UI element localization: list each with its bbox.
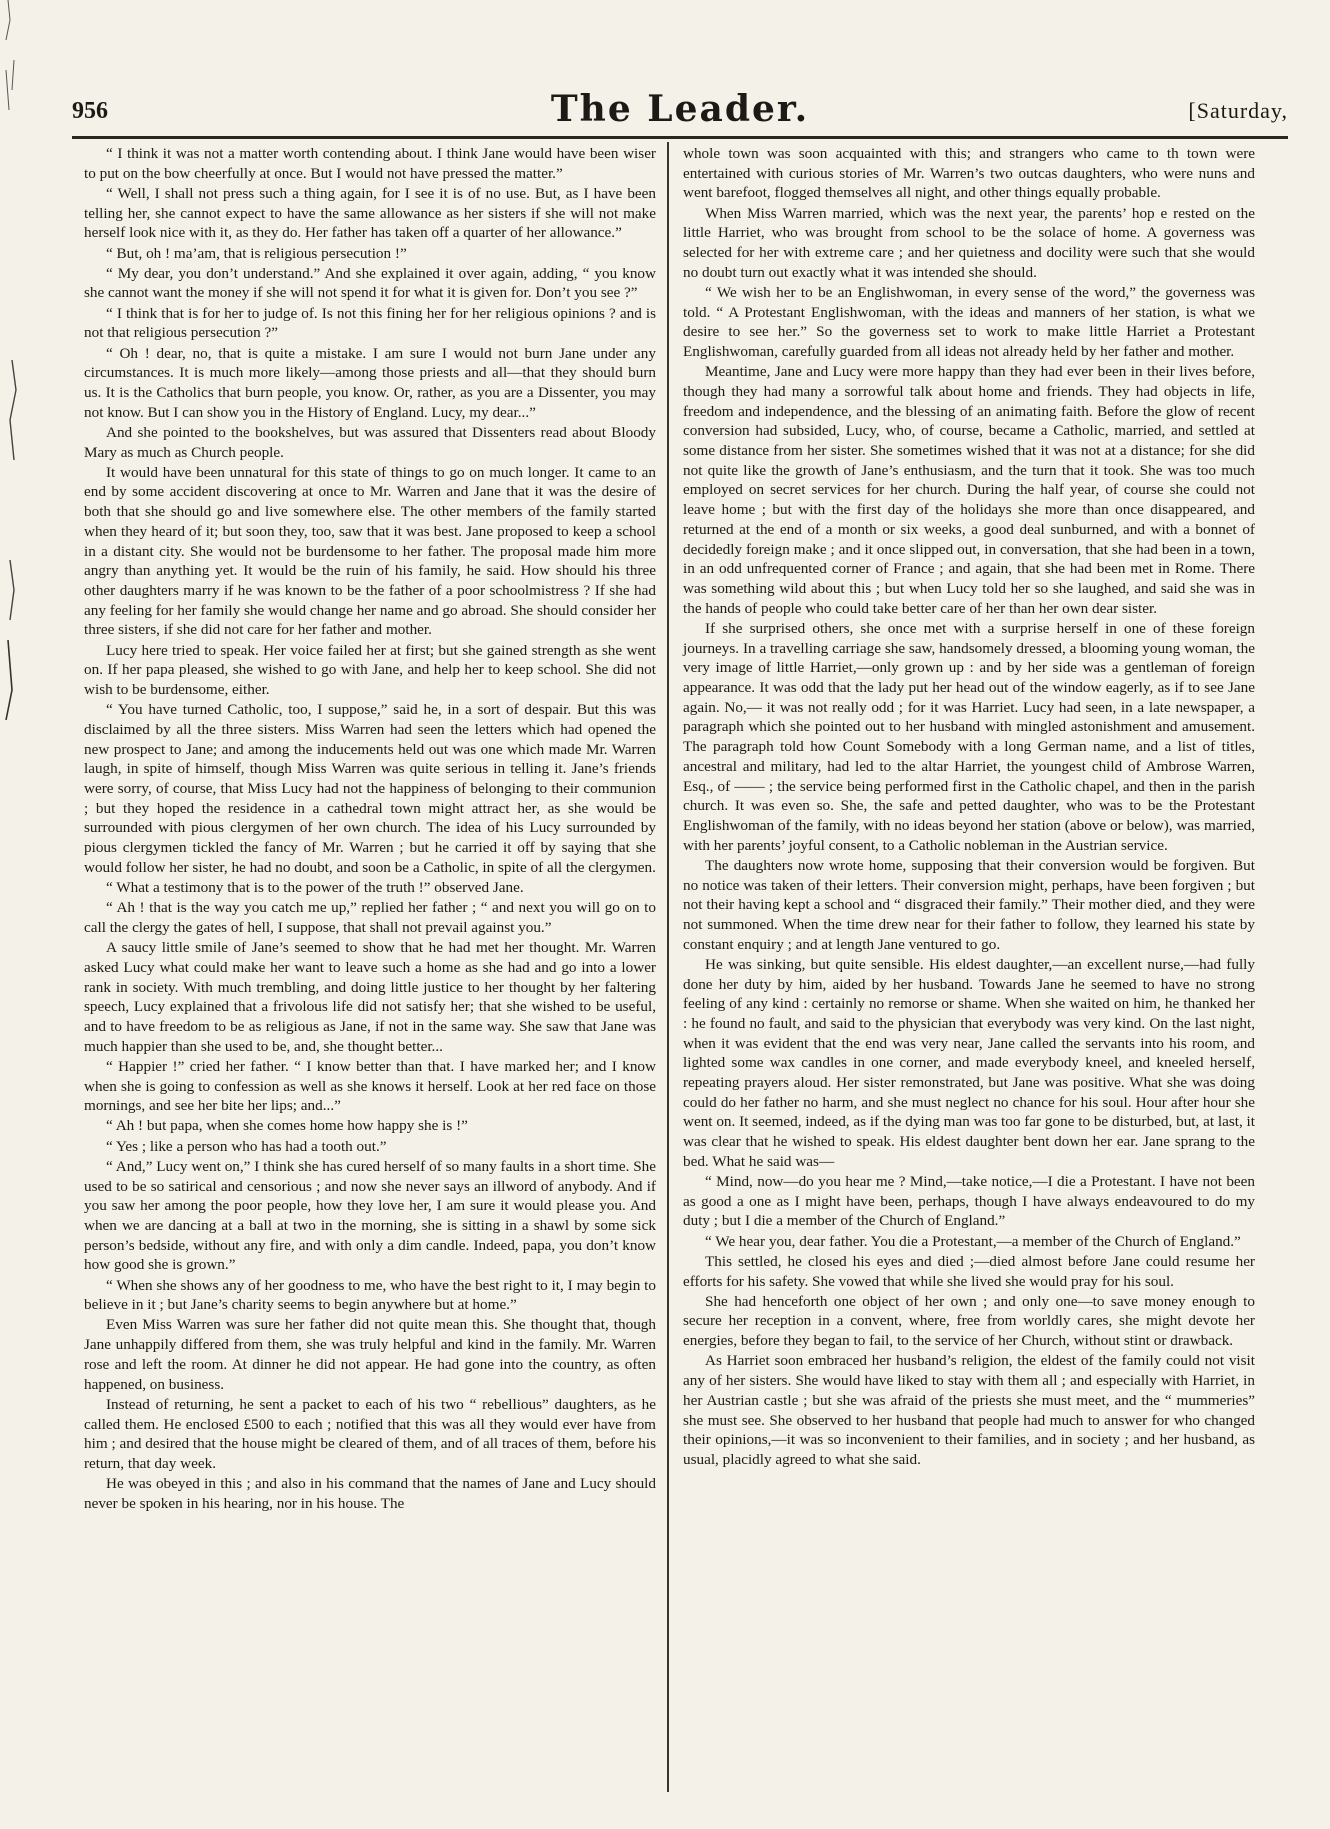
paragraph: whole town was soon acquainted with this; and strangers who came to th town were entertained with curious stories of Mr. Warren’s two outcas daughters, who were nuns and went barefoot, flogged themselves all night, and other things equally probable. bbox=[683, 145, 1255, 202]
paragraph: “ Mind, now—do you hear me ? Mind,—take notice,—I die a Protestant. I have not been as good a one as I might have been, perhaps, though I have always endeavoured to do my duty ; but I die a member of the Church of England.” bbox=[683, 1173, 1255, 1230]
paragraph: “ Happier !” cried her father. “ I know better than that. I have marked her; and I know when she is going to confession as well as she knows it herself. Look at her red face on those mornings, and see her bite her lips; and...” bbox=[84, 1057, 656, 1115]
right-column bbox=[683, 144, 1255, 1470]
paragraph: “ Well, I shall not press such a thing again, for I see it is of no use. But, as I have been telling her, she cannot expect to have the same allowance as her sisters if she will not make herself look nice with it, as they do. Her father has taken off a quarter of her allowance.” bbox=[84, 184, 656, 242]
paragraph: Even Miss Warren was sure her father did not quite mean this. She thought that, though Jane unhappily differed from them, she was truly helpful and kind in the family. Mr. Warren rose and left the room. At dinner he did not appear. He had gone into the country, as often happened, on business. bbox=[84, 1316, 656, 1393]
paragraph: “ What a testimony that is to the power of the truth !” observed Jane. bbox=[106, 879, 524, 897]
header-rule bbox=[72, 136, 1288, 139]
paragraph: “ We hear you, dear father. You die a Protestant,—a member of the Church of England.” bbox=[705, 1232, 1241, 1250]
paragraph: When Miss Warren married, which was the next year, the parents’ hop e rested on the little Harriet, who was brought from school to be the solace of home. A governess was selected for her with extreme care ; and her quietness and docility were such that she would no doubt turn out exactly what it was intended she should. bbox=[683, 204, 1255, 281]
paragraph: “ And,” Lucy went on,” I think she has cured herself of so many faults in a short time. She used to be so satirical and censorious ; and now she never says an illword of anybody. And if you saw her among the poor people, how they love her, I am sure it would please you. And when we are dancing at a ball at two in the morning, she is sitting in a shawl by some sick person’s bedside, without any fire, and with only a dim candle. Indeed, papa, you don’t know how good she is grown.” bbox=[84, 1157, 656, 1274]
paragraph: “ But, oh ! ma’am, that is religious persecution !” bbox=[106, 244, 407, 262]
paragraph: It would have been unnatural for this state of things to go on much longer. It came to an end by some accident discovering at once to Mr. Warren and Jane that it was the desire of both that she should go and live somewhere else. The other members of the family started when they heard of it; but soon they, too, saw that it was best. Jane proposed to keep a school in a distant city. She would not be burdensome to her father. The proposal made him more angry than anything yet. It would be the ruin of his family, he said. How should his three other daughters marry if he was known to be the father of a poor schoolmistress ? If she had any feeling for her family she would change her name and go abroad. She should consider her three sisters, if she did not care for her father and mother. bbox=[84, 463, 656, 639]
paragraph: If she surprised others, she once met with a surprise herself in one of these foreign journeys. In a travelling carriage she saw, handsomely dressed, a blooming young woman, the very image of little Harriet,—only grown up : and by her side was a gentleman of foreign appearance. It was odd that the lady put her head out of the window eagerly, as if to see Jane again. No,— it was not really odd ; for it was Harriet. Lucy had seen, in a late newspaper, a paragraph which she pointed out to her husband with mingled astonishment and amusement. The paragraph told how Count Somebody with a long German name, and a list of titles, ancestral and military, had led to the altar Harriet, the youngest child of Ambrose Warren, Esq., of —— ; the service being performed first in the Catholic chapel, and then in the parish church. It was even so. She, the safe and petted daughter, who was to be the Protestant Englishwoman of the family, with no ideas beyond her station (above or below), was married, with her parents’ joyful consent, to a Catholic nobleman in the Austrian service. bbox=[683, 619, 1255, 854]
margin-pencil-marks bbox=[0, 0, 40, 1829]
paragraph: Meantime, Jane and Lucy were more happy than they had ever been in their lives before, though they had many a sorrowful talk about home and friends. They had objects in life, freedom and independence, and the blessing of an animating faith. Before the glow of recent conversion had subsided, Lucy, who, of course, became a Catholic, married, and settled at some distance from her sister. She sometimes wished that it was not at a distance; for she did not quite like the growth of Jane’s enthusiasm, and the turn that it took. She was too much employed on secret services for her church. During the half year, of course she could not leave home ; but with the first day of the holidays she more than once disappeared, and returned at the end of a month or six weeks, a good deal sunburned, and with a bonnet of decidedly foreign make ; and it once slipped out, in conversation, that she had been in a town, in an odd unfrequented corner of France ; and again, that she had been met in Rome. There was something wild about this ; but when Lucy told her so she laughed, and said she was in the hands of people who could take better care of her than her own dear sister. bbox=[683, 363, 1255, 617]
paragraph: Lucy here tried to speak. Her voice failed her at first; but she gained strength as she went on. If her papa pleased, she wished to go with Jane, and help her to keep school. She did not wish to be burdensome, either. bbox=[84, 641, 656, 698]
masthead-title: The Leader. bbox=[550, 88, 810, 130]
paragraph: “ I think it was not a matter worth contending about. I think Jane would have been wiser to put on the bow cheerfully at once. But I would not have pressed the matter.” bbox=[84, 145, 656, 182]
paragraph: “ When she shows any of her goodness to me, who have the best right to it, I may begin to believe in it ; but Jane’s charity seems to begin anywhere but at home.” bbox=[84, 1276, 656, 1314]
left-column bbox=[84, 144, 656, 1514]
paragraph: “ Oh ! dear, no, that is quite a mistake. I am sure I would not burn Jane under any circumstances. It is much more likely—among those priests and all—that they should burn us. It is the Catholics that burn people, you know. Or, rather, as you are a Dissenter, you may not know. But I can show you in the History of England. Lucy, my dear...” bbox=[84, 344, 656, 421]
paragraph: She had henceforth one object of her own ; and only one—to save money enough to secure her reception in a convent, where, free from worldly cares, she might devote her energies, before they began to fail, to the service of her Church, without stint or drawback. bbox=[683, 1292, 1255, 1350]
paragraph: “ Yes ; like a person who has had a tooth out.” bbox=[106, 1137, 387, 1155]
paragraph: The daughters now wrote home, supposing that their conversion would be forgiven. But no notice was taken of their letters. Their conversion might, perhaps, have been forgiven ; but not their having kept a school and “ disgraced their family.” Their mother died, and they were not summoned. When the time drew near for their father to follow, they learned his state by constant enquiry ; and at length Jane ventured to go. bbox=[683, 856, 1255, 953]
paragraph: “ Ah ! that is the way you catch me up,” replied her father ; “ and next you will go on to call the clergy the gates of hell, I suppose, that shall not prevail against you.” bbox=[84, 899, 656, 936]
paragraph: “ Ah ! but papa, when she comes home how happy she is !” bbox=[106, 1117, 468, 1135]
paragraph: This settled, he closed his eyes and died ;—died almost before Jane could resume her efforts for his safety. She vowed that while she lived she would pray for his soul. bbox=[683, 1252, 1255, 1290]
column-divider bbox=[667, 142, 669, 1792]
paragraph: As Harriet soon embraced her husband’s religion, the eldest of the family could not visit any of her sisters. She would have liked to stay with them all ; and especially with Harriet, in her Austrian castle ; but she was afraid of the priests she must meet, and the “ mummeries” she must see. She observed to her husband that people had much to answer for who changed their opinions,—it was so inconvenient to their families, and in society ; and her husband, as usual, placidly agreed to what she said. bbox=[683, 1352, 1255, 1468]
page-header bbox=[72, 88, 1288, 132]
paragraph: He was obeyed in this ; and also in his command that the names of Jane and Lucy should never be spoken in his hearing, nor in his house. The bbox=[84, 1475, 656, 1512]
paragraph: “ My dear, you don’t understand.” And she explained it over again, adding, “ you know she cannot want the money if she will not spend it for what it is given for. Don’t you see ?” bbox=[84, 264, 656, 302]
page-number: 956 bbox=[72, 98, 108, 124]
paragraph: Instead of returning, he sent a packet to each of his two “ rebellious” daughters, as he called them. He enclosed £500 to each ; notified that this was all they would ever have from him ; and desired that the house might be cleared of them, and of all traces of them, before his return, that day week. bbox=[84, 1395, 656, 1472]
paragraph: He was sinking, but quite sensible. His eldest daughter,—an excellent nurse,—had fully done her duty by him, aided by her husband. Towards Jane he seemed to have no strong feeling of any kind : certainly no remorse or shame. When she waited on him, he thanked her : he found no fault, and said to the physician that everybody was very kind. On the last night, when it was evident that the end was very near, Jane called the servants into his room, and lighted some wax candles in one corner, and made everybody kneel, and kneeled herself, repeating prayers aloud. Her sister remonstrated, but Jane was positive. What she was doing could do her father no harm, and she must neglect no chance for his soul. Hour after hour she went on. It seemed, indeed, as if the dying man was too far gone to be disturbed, but, at last, it was clear that he wished to speak. His eldest daughter bent down her ear. Jane sprang to the bed. What he said was— bbox=[683, 955, 1255, 1170]
paragraph: A saucy little smile of Jane’s seemed to show that he had met her thought. Mr. Warren asked Lucy what could make her want to leave such a home as she had and go into a lower rank in society. With much trembling, and doing little justice to her thought by her faltering speech, Lucy explained that a frivolous life did not satisfy her; that she wished to be useful, and to have freedom to be as religious as Jane, if not in the same way. She saw that Jane was much happier than she used to be, and, she thought better... bbox=[84, 939, 656, 1055]
issue-day: [Saturday, bbox=[1188, 98, 1288, 123]
paragraph: “ I think that is for her to judge of. Is not this fining her for her religious opinions ? and is not that religious persecution ?” bbox=[84, 304, 656, 342]
paragraph: “ We wish her to be an Englishwoman, in every sense of the word,” the governess was told. “ A Protestant Englishwoman, with the ideas and manners of her station, is what we desire to see her.” So the governess set to work to make little Harriet a Protestant Englishwoman, carefully guarded from all ideas not already held by her father and mother. bbox=[683, 283, 1255, 361]
paragraph: And she pointed to the bookshelves, but was assured that Dissenters read about Bloody Mary as much as Church people. bbox=[84, 423, 656, 461]
paragraph: “ You have turned Catholic, too, I suppose,” said he, in a sort of despair. But this was disclaimed by all the three sisters. Miss Warren had seen the letters which had opened the new prospect to Jane; and among the inducements held out was one which made Mr. Warren laugh, in spite of himself, though Miss Warren was quite serious in telling it. Jane’s friends were sorry, of course, that Miss Lucy had not the happiness of belonging to their communion ; but they hoped the residence in a cathedral town might attract her, as she would be surrounded with pious clergymen of her own church. The idea of his Lucy surrounded by pious clergymen tickled the fancy of Mr. Warren ; but he carried it off by saying that she would follow her sister, he had no doubt, and soon be a Catholic, in spite of all the clergymen. bbox=[84, 701, 656, 876]
